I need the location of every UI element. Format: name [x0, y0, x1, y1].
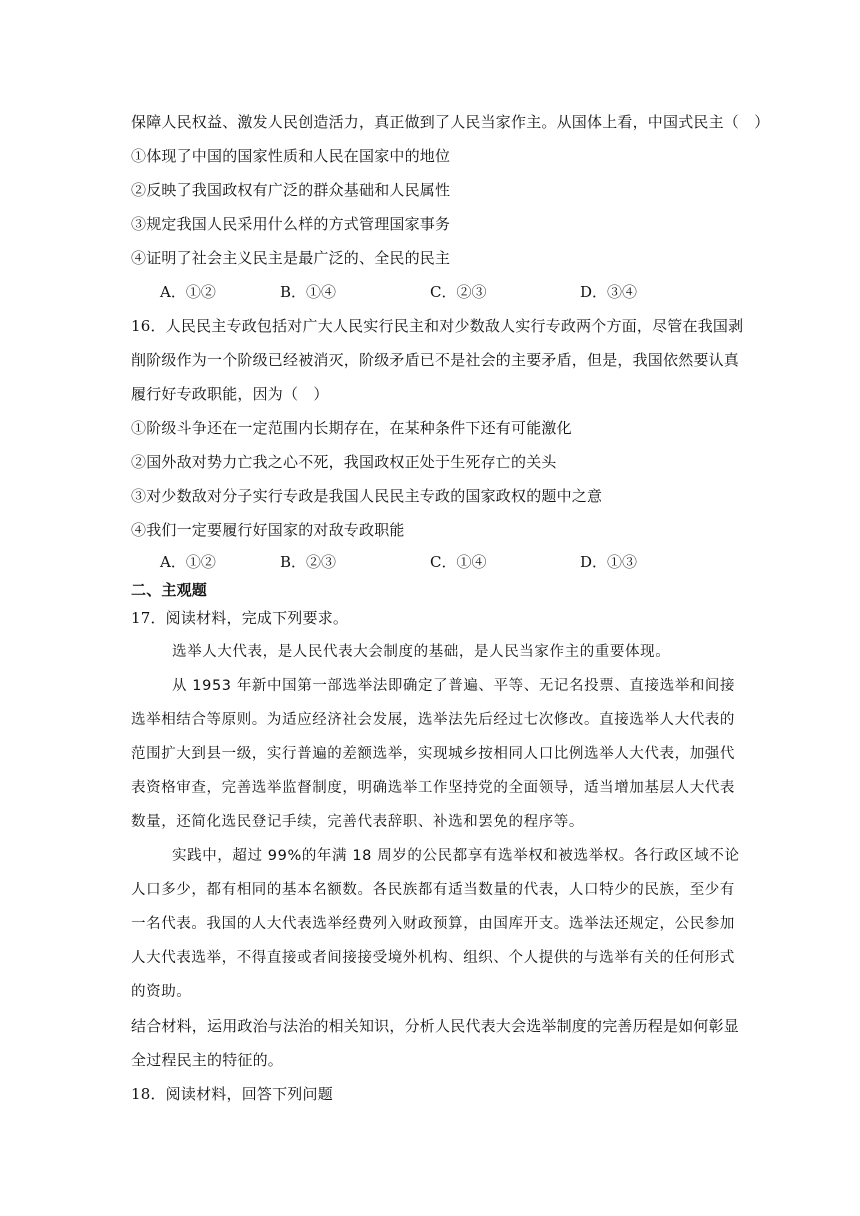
q17-material-line-11: 的资助。 — [131, 984, 192, 1000]
q17-material-line-9: 一名代表。我国的人大代表选举经费列入财政预算，由国库开支。选举法还规定，公民参加 — [131, 916, 735, 932]
q16-stem-line-3: 履行好专政职能，因为（ ） — [131, 385, 329, 403]
q15-stem-tail: 保障人民权益、激发人民创造活力，真正做到了人民当家作主。从国体上看，中国式民主（ ） — [131, 113, 770, 131]
q15-item-2: ②反映了我国政权有广泛的群众基础和人民属性 — [131, 181, 451, 199]
q16-item-3: ③对少数敌对分子实行专政是我国人民民主专政的国家政权的题中之意 — [131, 487, 603, 505]
q16-item-2: ②国外敌对势力亡我之心不死，我国政权正处于生死存亡的关头 — [131, 453, 557, 471]
q16-option-d: D．①③ — [580, 553, 638, 571]
q16-item-1: ①阶级斗争还在一定范围内长期存在，在某种条件下还有可能激化 — [131, 419, 572, 437]
q17-stem: 17．阅读材料，完成下列要求。 — [131, 609, 349, 627]
q16-stem-line-1: 16．人民民主专政包括对广大人民实行民主和对少数敌人实行专政两个方面，尽管在我国剥 — [131, 317, 744, 335]
q16-option-c: C．①④ — [430, 553, 487, 571]
q15-item-3: ③规定我国人民采用什么样的方式管理国家事务 — [131, 215, 451, 233]
q17-material-line-6: 数量，还简化选民登记手续，完善代表辞职、补选和罢免的程序等。 — [131, 814, 584, 830]
q17-material-line-3: 选举相结合等原则。为适应经济社会发展，选举法先后经过七次修改。直接选举人大代表的 — [131, 712, 735, 728]
q17-material-line-2: 从 1953 年新中国第一部选举法即确定了普遍、平等、无记名投票、直接选举和间接 — [172, 678, 736, 694]
section-heading: 二、主观题 — [131, 581, 208, 599]
q16-option-b: B．②③ — [280, 553, 337, 571]
q17-material-line-4: 范围扩大到县一级，实行普遍的差额选举，实现城乡按相同人口比例选举人大代表，加强代 — [131, 746, 735, 762]
q17-question-line-2: 全过程民主的特征的。 — [131, 1051, 284, 1069]
q15-item-4: ④证明了社会主义民主是最广泛的、全民的民主 — [131, 249, 451, 267]
q16-option-a: A．①② — [160, 553, 216, 571]
q15-option-b: B．①④ — [280, 283, 337, 301]
q15-option-a: A．①② — [160, 283, 216, 301]
q16-item-4: ④我们一定要履行好国家的对敌专政职能 — [131, 521, 405, 539]
q18-stem: 18．阅读材料，回答下列问题 — [131, 1085, 333, 1103]
q17-material-line-10: 人大代表选举，不得直接或者间接接受境外机构、组织、个人提供的与选举有关的任何形式 — [131, 950, 735, 966]
q15-option-d: D．③④ — [580, 283, 638, 301]
q15-option-c: C．②③ — [430, 283, 487, 301]
q16-stem-line-2: 削阶级作为一个阶级已经被消灭，阶级矛盾已不是社会的主要矛盾，但是，我国依然要认真 — [131, 351, 740, 369]
q17-material-line-5: 表资格审查，完善选举监督制度，明确选举工作坚持党的全面领导，适当增加基层人大代表 — [131, 780, 735, 796]
q17-material-line-7: 实践中，超过 99%的年满 18 周岁的公民都享有选举权和被选举权。各行政区域不论 — [172, 848, 740, 864]
q17-material-line-8: 人口多少，都有相同的基本名额数。各民族都有适当数量的代表，人口特少的民族，至少有 — [131, 882, 735, 898]
q15-item-1: ①体现了中国的国家性质和人民在国家中的地位 — [131, 147, 451, 165]
q17-question-line-1: 结合材料，运用政治与法治的相关知识，分析人民代表大会选举制度的完善历程是如何彰显 — [131, 1017, 740, 1035]
q17-material-line-1: 选举人大代表，是人民代表大会制度的基础，是人民当家作主的重要体现。 — [172, 644, 671, 660]
